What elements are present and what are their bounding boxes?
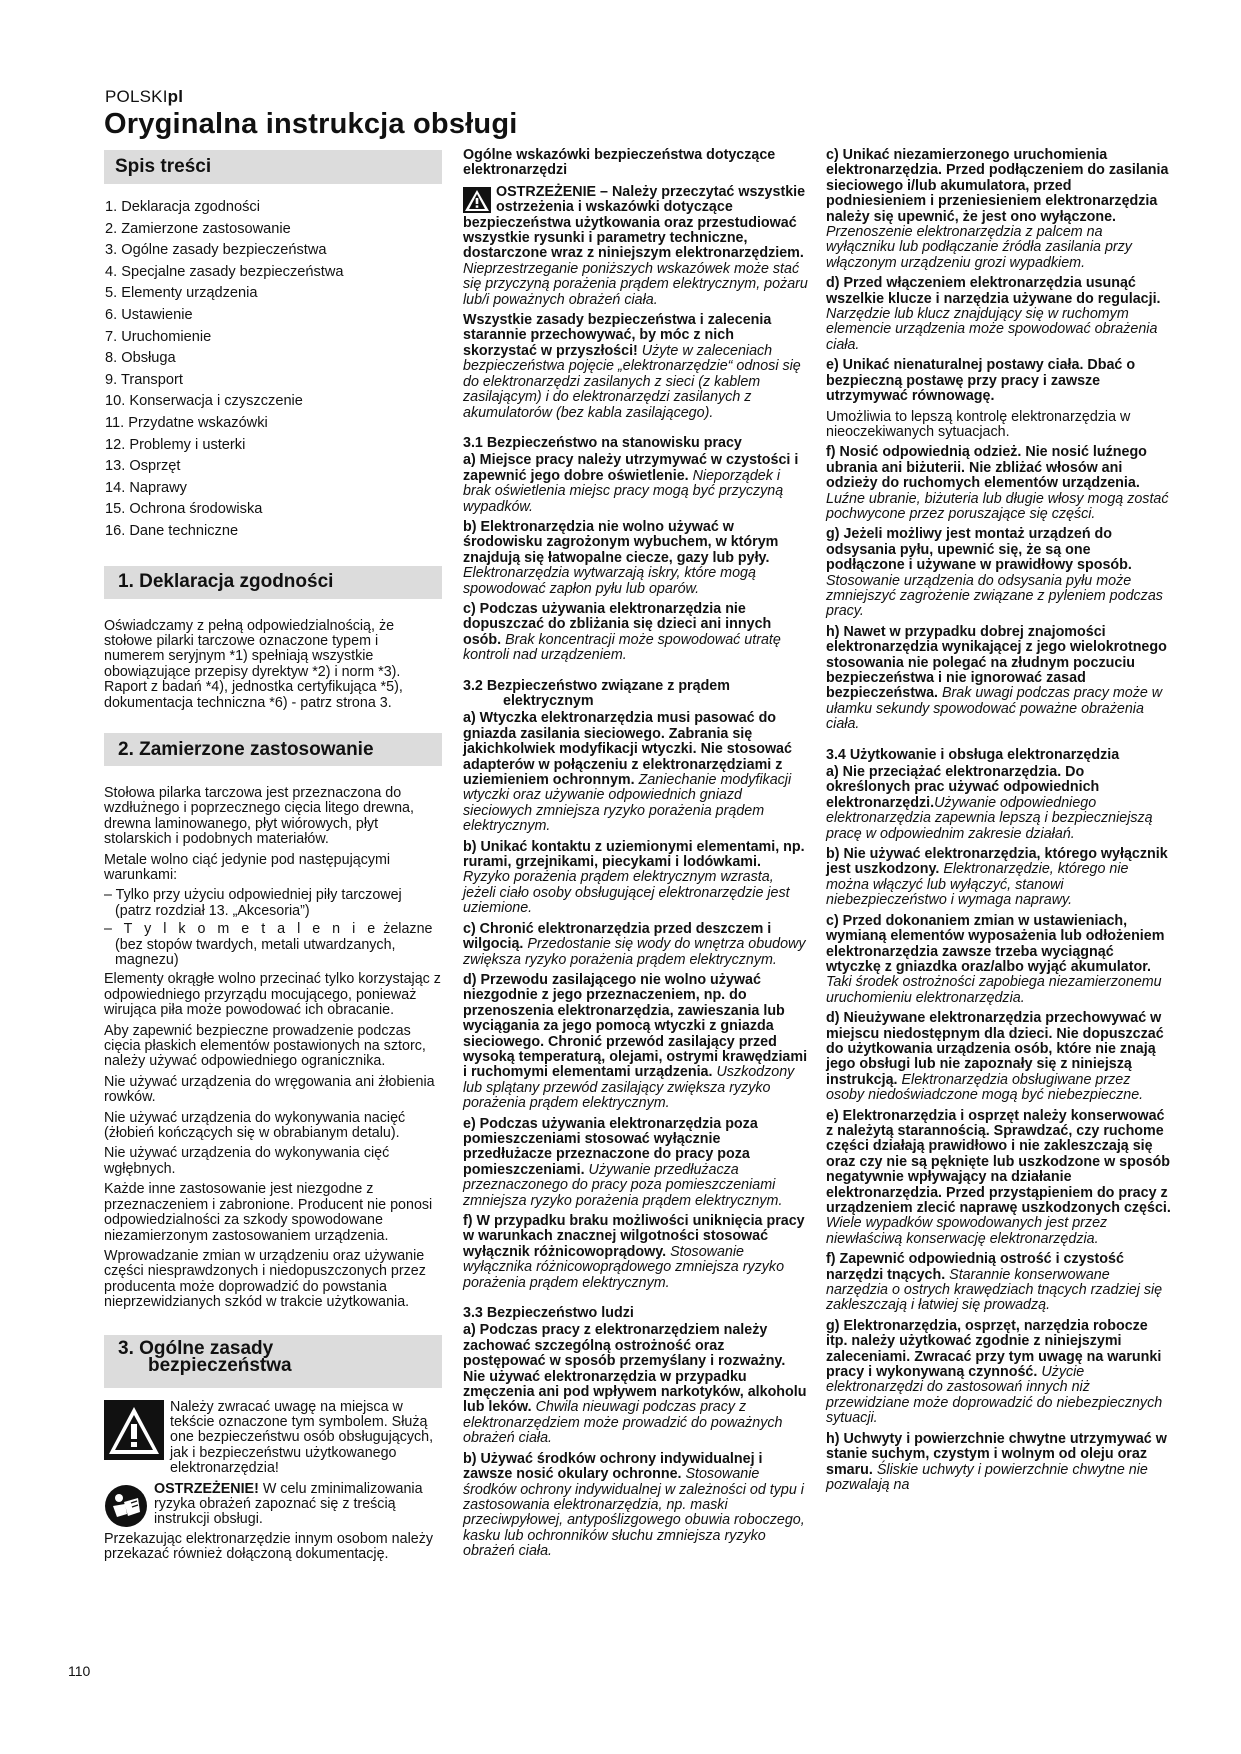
rule-3-2-f-italic: Stosowanie wyłącznika różnicowoprądowego zmniejsza ryzyko porażenia prądem elektrycznym.	[463, 1243, 785, 1291]
general-warning	[463, 185, 808, 308]
column-right	[826, 148, 1171, 1498]
rule-3-4-d-bold: d) Nieużywane elektronarzędzia przechowywać w miejscu niedostępnym dla dzieci. Nie dopuszczać do użytkowania urządzenia osób, które nie znają jego obsługi lub nie zapoznały się z niniejszą instrukcją.	[826, 1010, 1164, 1088]
warning-triangle-icon	[463, 187, 491, 213]
rule-3-4-d-italic: Elektronarzędzia obsługiwane przez osoby niedoświadczone mogą być niebezpieczne.	[826, 1071, 1144, 1104]
rule-3-4-c-italic: Taki środek ostrożności zapobiega niezamierzonemu uruchomieniu elektronarzędzia.	[826, 974, 1162, 1006]
rule-3-3-e-bold: e) Unikać nienaturalnej postawy ciała. Dbać o bezpieczną postawę przy pracy i zawsze utrzymywać równowagę.	[826, 357, 1136, 405]
rule-3-3-h-italic: Brak uwagi podczas pracy może w ułamku sekundy spowodować poważne obrażenia ciała.	[826, 685, 1163, 733]
intended-use-p8: Każde inne zastosowanie jest niezgodne z przeznaczeniem i zabronione. Producent nie ponosi odpowiedzialności za szkody spowodowane niezamierzonym zastosowaniem urządzenia.	[104, 1181, 433, 1244]
rule-3-2-a-bold: a) Wtyczka elektronarzędzia musi pasować do gniazda zasilania sieciowego. Zabrania się jakichkolwiek modyfikacji wtyczki. Nie stosować adapterów w połączeniu z elektronarzędziami z uziemieniem ochronnym.	[463, 710, 792, 789]
toc-item[interactable]: 16. Dane techniczne	[105, 522, 239, 539]
toc-item[interactable]: 14. Naprawy	[105, 479, 187, 496]
rule-3-1-c-italic: Brak koncentracji może spowodować utratę kontroli nad urządzeniem.	[463, 631, 781, 664]
symbol-note	[104, 1400, 442, 1477]
language-code: pl	[167, 87, 184, 106]
dash-2-spaced: – T y l k o m e t a l e n i e	[104, 921, 380, 938]
read-manual-warning	[104, 1482, 442, 1528]
dash-2-detail: (bez stopów twardych, metali utwardzanych, magnezu)	[115, 936, 396, 968]
column-middle	[463, 148, 808, 1565]
rule-3-3-b-bold: b) Używać środków ochrony indywidualnej i zawsze nosić okulary ochronne.	[463, 1450, 763, 1483]
rule-3-3-a-italic: Chwila nieuwagi podczas pracy z elektronarzędziem może prowadzić do poważnych obrażeń ciała.	[463, 1399, 783, 1447]
toc-item[interactable]: 5. Elementy urządzenia	[105, 285, 258, 302]
column-left	[104, 150, 442, 1568]
rule-3-3-b-italic: Stosowanie środków ochrony indywidualnej w zależności od typu i zastosowania elektronarzędzia, np. maski przeciwpyłowej, antypoślizgowego obuwia roboczego, kasku lub ochronników słuchu zmniejsza ryzyko obrażeń ciała.	[463, 1466, 805, 1560]
intended-use-dash-1: – Tylko przy użyciu odpowiedniej piły tarczowej (patrz rozdział 13. „Akcesoria”)	[104, 887, 402, 919]
rule-3-4-f-italic: Starannie konserwowane narzędzia o ostrych krawędziach tnących rzadziej się zakleszczają i łatwiej się prowadzą.	[826, 1266, 1163, 1314]
intended-use-p4: Aby zapewnić bezpieczne prowadzenie podczas cięcia płaskich elementów postawionych na sztorc, należy używać odpowiedniego ogranicznika.	[104, 1022, 426, 1070]
keep-instructions-italic: Użyte w zaleceniach bezpieczeństwa pojęcie „elektronarzędzie“ odnosi się do elektronarzędzi zasilanych z sieci (z kablem zasilającym) i do elektronarzędzi zasilanych z akumulatorów (bez kabla zasilającego).	[463, 342, 801, 421]
rule-3-3-c-bold: c) Unikać niezamierzonego uruchomienia elektronarzędzia. Przed podłączeniem do zasilania sieciowego i/lub akumulatora, przed podniesieniem i przeniesieniem elektronarzędzia należy się upewnić, że jest ono wyłączone.	[826, 147, 1169, 225]
rule-3-3-g-bold: g) Jeżeli możliwy jest montaż urządzeń do odsysania pyłu, upewnić się, że są one podłączone i używane w prawidłowy sposób.	[826, 526, 1132, 574]
rule-3-2-d-bold: d) Przewodu zasilającego nie wolno używać niezgodnie z jego przeznaczeniem, np. do przenoszenia elektronarzędzia, zawieszania lub wyciągania za jego pomocą wtyczki z gniazda sieciowego. Chronić przewód zasilający przed wysoką temperaturą, olejami, ostrymi krawędziami i ruchomymi elementami urządzenia.	[463, 971, 808, 1081]
section-3-heading-line2: bezpieczeństwa	[148, 1354, 292, 1376]
section-3-heading	[104, 1335, 442, 1388]
rule-3-1-b-italic: Elektronarzędzia wytwarzają iskry, które mogą spowodować zapłon pyłu lub oparów.	[463, 565, 756, 597]
toc-item[interactable]: 6. Ustawienie	[105, 306, 193, 323]
rule-3-3-d-italic: Narzędzie lub klucz znajdujący się w ruchomym elemencie urządzenia może spowodować obrażenia ciała.	[826, 306, 1158, 353]
intended-use-p6: Nie używać urządzenia do wykonywania nacięć (żłobień kończących się w obrabianym detalu).	[104, 1109, 406, 1142]
toc-item[interactable]: 9. Transport	[105, 371, 183, 388]
intended-use-p1: Stołowa pilarka tarczowa jest przeznaczona do wzdłużnego i poprzecznego cięcia litego drewna, drewna laminowanego, płyt wiórowych, płyt stolarskich i podobnych materiałów.	[104, 784, 414, 848]
rule-3-4-e-italic: Wiele wypadków spowodowanych jest przez niewłaściwą konserwację elektronarzędzia.	[826, 1215, 1108, 1247]
rule-3-3-e-text: Umożliwia to lepszą kontrolę elektronarzędzia w nieoczekiwanych sytuacjach.	[826, 408, 1131, 440]
rule-3-2-f-bold: f) W przypadku braku możliwości uniknięcia pracy w warunkach znacznej wilgotności stosować wyłącznik różnicowoprądowy.	[463, 1213, 805, 1260]
rule-3-4-a-bold: a) Nie przeciążać elektronarzędzia. Do określonych prac używać odpowiednich elektronarzędzi.	[826, 764, 1100, 811]
toc-item[interactable]: 15. Ochrona środowiska	[105, 501, 263, 518]
intended-use-dash-2	[104, 922, 442, 968]
read-manual-warning-label: OSTRZEŻENIE!	[154, 1480, 259, 1497]
rule-3-4-h-bold: h) Uchwyty i powierzchnie chwytne utrzymywać w stanie suchym, czystym i wolnym od oleju oraz smaru.	[826, 1430, 1167, 1478]
symbol-note-text: Należy zwracać uwagę na miejsca w tekście oznaczone tym symbolem. Służą one bezpieczeństwu osób obsługujących, jak i bezpieczeństwu użytkowanego elektronarzędzia!	[170, 1398, 434, 1477]
intended-use-p7: Nie używać urządzenia do wykonywania cięć wgłębnych.	[104, 1145, 390, 1177]
rule-3-3-d-bold: d) Przed włączeniem elektronarzędzia usunąć wszelkie klucze i narzędzia używane do regulacji.	[826, 275, 1161, 307]
section-2-heading: 2. Zamierzone zastosowanie	[104, 733, 442, 766]
rule-3-4-e-bold: e) Elektronarzędzia i osprzęt należy konserwować z należytą starannością. Sprawdzać, czy ruchome części działają prawidłowo i nie zakleszczają się oraz czy nie są pęknięte lub uszkodzone w sposób negatywnie wpływający na działanie elektronarzędzia. Przed przystąpieniem do pracy z urządzeniem zlecić naprawę uszkodzonych części.	[826, 1107, 1171, 1216]
toc-item[interactable]: 10. Konserwacja i czyszczenie	[105, 393, 303, 410]
intended-use-p9: Wprowadzanie zmian w urządzeniu oraz używanie części niesprawdzonych i niedopuszczonych przez producenta może doprowadzić do powstania nieprzewidzianych szkód w trakcie użytkowania.	[104, 1247, 426, 1311]
rule-3-3-g-italic: Stosowanie urządzenia do odsysania pyłu może zmniejszyć zagrożenie związane z pyleniem podczas pracy.	[826, 572, 1163, 620]
rule-3-3-c-italic: Przenoszenie elektronarzędzia z palcem na wyłączniku lub podłączanie źródła zasilania przy włączonym urządzeniu grozi wypadkiem.	[826, 224, 1132, 271]
warning-triangle-icon	[104, 1400, 164, 1460]
keep-instructions-bold: Wszystkie zasady bezpieczeństwa i zalecenia starannie przechowywać, by móc z nich skorzystać w przyszłości!	[463, 312, 772, 359]
toc-item[interactable]: 8. Obsługa	[105, 350, 176, 367]
toc-list	[104, 200, 442, 546]
rule-3-3-f-italic: Luźne ubranie, biżuteria lub długie włosy mogą zostać pochwycone przez poruszające się części.	[826, 490, 1169, 522]
rule-3-1-c-bold: c) Podczas używania elektronarzędzia nie dopuszczać do zbliżania się dzieci ani innych osób.	[463, 600, 772, 648]
toc-item[interactable]: 7. Uruchomienie	[105, 328, 212, 345]
read-manual-icon	[104, 1484, 148, 1528]
intended-use-p2: Metale wolno ciąć jedynie pod następującymi warunkami:	[104, 851, 391, 883]
rule-3-1-a-italic: Nieporządek i brak oświetlenia miejsc pracy mogą być przyczyną wypadków.	[463, 467, 784, 515]
language-name: POLSKI	[105, 87, 168, 106]
transfer-note: Przekazując elektronarzędzie innym osobom należy przekazać również dołączoną dokumentację.	[104, 1530, 433, 1563]
section-1-heading: 1. Deklaracja zgodności	[104, 566, 442, 599]
rule-3-2-c-bold: c) Chronić elektronarzędzia przed deszczem i wilgocią.	[463, 920, 772, 953]
rule-3-4-h-italic: Śliskie uchwyty i powierzchnie chwytne nie pozwalają na	[826, 1461, 1148, 1493]
rule-3-1-a-bold: a) Miejsce pracy należy utrzymywać w czystości i zapewnić jego dobre oświetlenie.	[463, 452, 799, 484]
rule-3-4-a-italic: Używanie odpowiedniego elektronarzędzia zapewnia lepszą i bezpieczniejszą pracę w odpowiednim zakresie działań.	[826, 794, 1153, 842]
toc-item[interactable]: 12. Problemy i usterki	[105, 436, 246, 453]
rule-3-4-c-bold: c) Przed dokonaniem zmian w ustawieniach, wymianą elementów wyposażenia lub odłożeniem elektronarzędzia zawsze trzeba wyciągnąć wtyczkę z gniazdka oraz/albo wyjąć akumulator.	[826, 912, 1165, 975]
section-3-1-heading: 3.1 Bezpieczeństwo na stanowisku pracy	[463, 434, 742, 451]
rule-3-4-g-bold: g) Elektronarzędzia, osprzęt, narzędzia robocze itp. należy użytkować zgodnie z niniejszymi zaleceniami. Zwracać przy tym uwagę na warunki pracy i wykonywaną czynność.	[826, 1317, 1162, 1381]
general-safety-heading: Ogólne wskazówki bezpieczeństwa dotyczące elektronarzędzi	[463, 147, 776, 179]
toc-item[interactable]: 4. Specjalne zasady bezpieczeństwa	[105, 263, 344, 280]
section-3-4-heading: 3.4 Użytkowanie i obsługa elektronarzędzia	[826, 746, 1120, 763]
dash-2-word: żelazne	[383, 921, 433, 938]
rule-3-2-c-italic: Przedostanie się wody do wnętrza obudowy zwiększa ryzyko porażenia prądem elektrycznym.	[463, 936, 806, 968]
read-manual-warning-text: W celu zminimalizowania ryzyka obrażeń zapoznać się z treścią instrukcji obsługi.	[154, 1480, 423, 1528]
rule-3-4-b-italic: Elektronarzędzie, którego nie można włączyć lub wyłączyć, stanowi niebezpieczeństwo i wymaga naprawy.	[826, 861, 1129, 909]
toc-item[interactable]: 13. Osprzęt	[105, 458, 181, 475]
rule-3-2-e-bold: e) Podczas używania elektronarzędzia poza pomieszczeniami stosować wyłącznie przedłużacze przeznaczone do pracy poza pomieszczeniami.	[463, 1115, 758, 1178]
rule-3-2-b-bold: b) Unikać kontaktu z uziemionymi elementami, np. rurami, grzejnikami, piecykami i lodówkami.	[463, 838, 805, 871]
page-title: Oryginalna instrukcja obsługi	[104, 108, 518, 140]
rule-3-2-e-italic: Używanie przedłużacza przeznaczonego do pracy poza pomieszczeniami zmniejsza ryzyko porażenia prądem elektrycznym.	[463, 1161, 783, 1209]
toc-heading: Spis treści	[104, 150, 442, 184]
toc-item[interactable]: 3. Ogólne zasady bezpieczeństwa	[105, 242, 327, 259]
rule-3-4-g-italic: Użycie elektronarzędzi do zastosowań innych niż przewidziane może doprowadzić do niebezpiecznych sytuacji.	[826, 1364, 1163, 1427]
rule-3-3-a-bold: a) Podczas pracy z elektronarzędziem należy zachować szczególną ostrożność oraz postępować w sposób przemyślany i rozważny. Nie używać elektronarzędzia w przypadku zmęczenia ani pod wpływem narkotyków, alkoholu lub leków.	[463, 1322, 807, 1416]
section-3-2-heading: 3.2 Bezpieczeństwo związane z prądem elektrycznym	[463, 677, 730, 709]
general-warning-bold: OSTRZEŻENIE – Należy przeczytać wszystkie ostrzeżenia i wskazówki dotyczące bezpieczeństwa użytkowania oraz przestudiować wszystkie rysunki i parametry techniczne, dostarczone wraz z niniejszym elektronarzędziem.	[463, 183, 806, 262]
rule-3-4-f-bold: f) Zapewnić odpowiednią ostrość i czystość narzędzi tnących.	[826, 1251, 1124, 1283]
toc-item[interactable]: 1. Deklaracja zgodności	[105, 199, 260, 215]
declaration-text: Oświadczamy z pełną odpowiedzialnością, że stołowe pilarki tarczowe oznaczone typem i numerem seryjnym *1) spełniają wszystkie obowiązujące przepisy dyrektyw *2) i norm *3). Raport z badań *4), jednostka certyfikująca *5), dokumentacja techniczna *6) - patrz strona 3.	[104, 617, 403, 711]
toc-item[interactable]: 2. Zamierzone zastosowanie	[105, 220, 291, 237]
general-warning-italic: Nieprzestrzeganie poniższych wskazówek może stać się przyczyną porażenia prądem elektrycznym, pożaru lub/i poważnych obrażeń ciała.	[463, 260, 808, 308]
rule-3-2-a-italic: Zaniechanie modyfikacji wtyczki oraz używanie odpowiednich gniazd sieciowych zmniejsza ryzyko porażenia prądem elektrycznym.	[463, 772, 792, 835]
rule-3-3-h-bold: h) Nawet w przypadku dobrej znajomości elektronarzędzia wynikającej z jego wielokrotnego stosowania nie polegać na złudnym poczuciu bezpieczeństwa i nie ignorować zasad bezpieczeństwa.	[826, 623, 1167, 702]
language-label	[105, 87, 183, 107]
rule-3-3-f-bold: f) Nosić odpowiednią odzież. Nie nosić luźnego ubrania ani biżuterii. Nie zbliżać włosów ani odzieży do ruchomych elementów urządzenia.	[826, 444, 1147, 492]
intended-use-p5: Nie używać urządzenia do wręgowania ani żłobienia rowków.	[104, 1073, 435, 1106]
rule-3-4-b-bold: b) Nie używać elektronarzędzia, którego wyłącznik jest uszkodzony.	[826, 846, 1168, 878]
rule-3-1-b-bold: b) Elektronarzędzia nie wolno używać w środowisku zagrożonym wybuchem, w którym znajdują się łatwopalne ciecze, gazy lub pyły.	[463, 518, 779, 566]
page-number: 110	[68, 1663, 91, 1679]
rule-3-2-b-italic: Ryzyko porażenia prądem elektrycznym wzrasta, jeżeli ciało osoby obsługującej elektronarzędzie jest uziemione.	[463, 869, 790, 917]
intended-use-p3: Elementy okrągłe wolno przecinać tylko korzystając z odpowiedniego przyrządu mocującego, ponieważ wirująca piła może powodować ich obracanie.	[104, 971, 441, 1019]
toc-item[interactable]: 11. Przydatne wskazówki	[105, 414, 268, 431]
rule-3-2-d-italic: Uszkodzony lub splątany przewód zasilający zwiększa ryzyko porażenia prądem elektrycznym.	[463, 1064, 795, 1112]
section-3-heading-line1: 3. Ogólne zasady	[118, 1337, 274, 1359]
section-3-3-heading: 3.3 Bezpieczeństwo ludzi	[463, 1305, 634, 1322]
